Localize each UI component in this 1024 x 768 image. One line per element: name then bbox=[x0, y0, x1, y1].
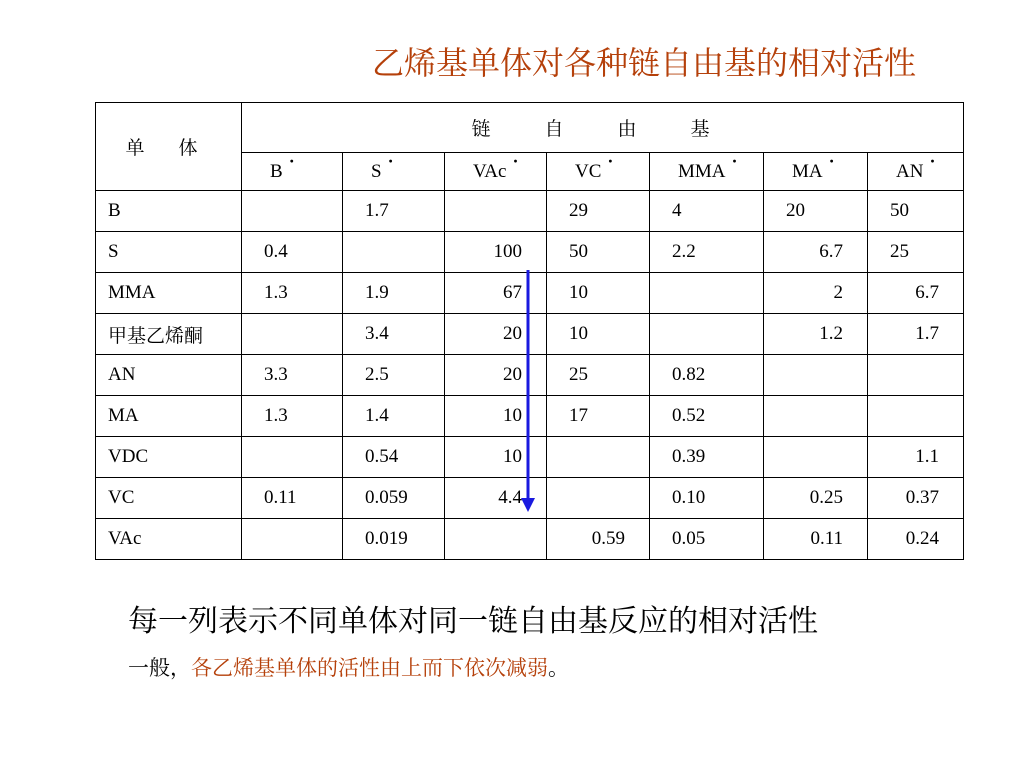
radical-label: S bbox=[371, 160, 382, 182]
slide-title: 乙烯基单体对各种链自由基的相对活性 bbox=[372, 44, 917, 82]
note-suffix: 。 bbox=[548, 656, 569, 680]
value-cell: 1.7 bbox=[868, 314, 964, 355]
value-cell: 0.05 bbox=[650, 519, 764, 560]
value-cell: 4 bbox=[650, 191, 764, 232]
chain-radical-header: 链 自 由 基 bbox=[242, 103, 964, 153]
table-row bbox=[96, 191, 964, 232]
value-cell bbox=[242, 191, 343, 232]
radical-column-header bbox=[343, 150, 445, 191]
radical-column-header bbox=[547, 150, 650, 191]
value-cell: 0.39 bbox=[650, 437, 764, 478]
radical-dot: · bbox=[288, 150, 295, 171]
radical-dot: · bbox=[828, 150, 835, 171]
radical-label: AN bbox=[896, 160, 924, 182]
value-cell: 10 bbox=[547, 273, 650, 314]
value-cell: 0.059 bbox=[343, 478, 445, 519]
value-cell: 2 bbox=[764, 273, 868, 314]
value-cell: 3.4 bbox=[343, 314, 445, 355]
value-cell bbox=[650, 314, 764, 355]
value-cell: 0.52 bbox=[650, 396, 764, 437]
value-cell: 0.25 bbox=[764, 478, 868, 519]
value-cell: 0.37 bbox=[868, 478, 964, 519]
monomer-cell: MMA bbox=[96, 273, 242, 314]
radical-column-header bbox=[242, 150, 343, 191]
radical-column-header bbox=[445, 150, 547, 191]
value-cell bbox=[650, 273, 764, 314]
value-cell: 20 bbox=[445, 355, 547, 396]
monomer-header: 单 体 bbox=[96, 103, 242, 191]
radical-column-header bbox=[868, 150, 964, 191]
value-cell: 3.3 bbox=[242, 355, 343, 396]
value-cell: 6.7 bbox=[868, 273, 964, 314]
radical-column-header bbox=[764, 150, 868, 191]
monomer-cell: B bbox=[96, 191, 242, 232]
monomer-cell: VDC bbox=[96, 437, 242, 478]
value-cell: 4.4 bbox=[445, 478, 547, 519]
radical-dot: · bbox=[607, 150, 614, 171]
value-cell: 0.24 bbox=[868, 519, 964, 560]
radical-dot: · bbox=[929, 150, 936, 171]
radical-dot: · bbox=[512, 150, 519, 171]
value-cell: 29 bbox=[547, 191, 650, 232]
monomer-cell: VC bbox=[96, 478, 242, 519]
value-cell: 1.3 bbox=[242, 273, 343, 314]
value-cell: 0.59 bbox=[547, 519, 650, 560]
value-cell bbox=[445, 519, 547, 560]
value-cell: 10 bbox=[445, 396, 547, 437]
value-cell: 1.1 bbox=[868, 437, 964, 478]
value-cell: 2.5 bbox=[343, 355, 445, 396]
note-prefix: 一般， bbox=[128, 656, 191, 680]
value-cell bbox=[764, 437, 868, 478]
value-cell bbox=[242, 519, 343, 560]
value-cell: 2.2 bbox=[650, 232, 764, 273]
value-cell: 10 bbox=[547, 314, 650, 355]
radical-label: VAc bbox=[473, 160, 507, 182]
value-cell: 50 bbox=[868, 191, 964, 232]
monomer-cell: VAc bbox=[96, 519, 242, 560]
value-cell: 1.2 bbox=[764, 314, 868, 355]
value-cell bbox=[242, 314, 343, 355]
table-row bbox=[96, 519, 964, 560]
value-cell: 67 bbox=[445, 273, 547, 314]
radical-dot: · bbox=[731, 150, 738, 171]
value-cell: 10 bbox=[445, 437, 547, 478]
value-cell: 0.82 bbox=[650, 355, 764, 396]
value-cell: 100 bbox=[445, 232, 547, 273]
value-cell: 50 bbox=[547, 232, 650, 273]
value-cell: 20 bbox=[764, 191, 868, 232]
value-cell: 0.54 bbox=[343, 437, 445, 478]
value-cell bbox=[242, 437, 343, 478]
value-cell bbox=[343, 232, 445, 273]
value-cell: 1.4 bbox=[343, 396, 445, 437]
value-cell: 0.4 bbox=[242, 232, 343, 273]
value-cell bbox=[547, 478, 650, 519]
radical-column-header bbox=[650, 150, 764, 191]
general-trend-note bbox=[128, 652, 569, 682]
value-cell: 1.7 bbox=[343, 191, 445, 232]
radical-label: B bbox=[270, 160, 283, 182]
note-highlight: 各乙烯基单体的活性由上而下依次减弱 bbox=[191, 656, 548, 680]
value-cell bbox=[445, 191, 547, 232]
value-cell bbox=[547, 437, 650, 478]
radical-dot: · bbox=[387, 150, 394, 171]
monomer-cell: 甲基乙烯酮 bbox=[96, 314, 242, 355]
radical-label: VC bbox=[575, 160, 602, 182]
value-cell: 17 bbox=[547, 396, 650, 437]
value-cell bbox=[868, 396, 964, 437]
monomer-cell: MA bbox=[96, 396, 242, 437]
value-cell bbox=[764, 396, 868, 437]
value-cell: 1.9 bbox=[343, 273, 445, 314]
down-arrow-icon bbox=[518, 268, 538, 516]
monomer-cell: S bbox=[96, 232, 242, 273]
value-cell: 25 bbox=[868, 232, 964, 273]
value-cell: 25 bbox=[547, 355, 650, 396]
value-cell: 0.11 bbox=[242, 478, 343, 519]
value-cell: 6.7 bbox=[764, 232, 868, 273]
radical-label: MA bbox=[792, 160, 823, 182]
value-cell: 0.019 bbox=[343, 519, 445, 560]
value-cell bbox=[868, 355, 964, 396]
value-cell: 0.10 bbox=[650, 478, 764, 519]
value-cell: 20 bbox=[445, 314, 547, 355]
column-explanation: 每一列表示不同单体对同一链自由基反应的相对活性 bbox=[128, 604, 818, 639]
value-cell: 1.3 bbox=[242, 396, 343, 437]
value-cell bbox=[764, 355, 868, 396]
radical-label: MMA bbox=[678, 160, 726, 182]
value-cell: 0.11 bbox=[764, 519, 868, 560]
monomer-cell: AN bbox=[96, 355, 242, 396]
table-row bbox=[96, 232, 964, 273]
